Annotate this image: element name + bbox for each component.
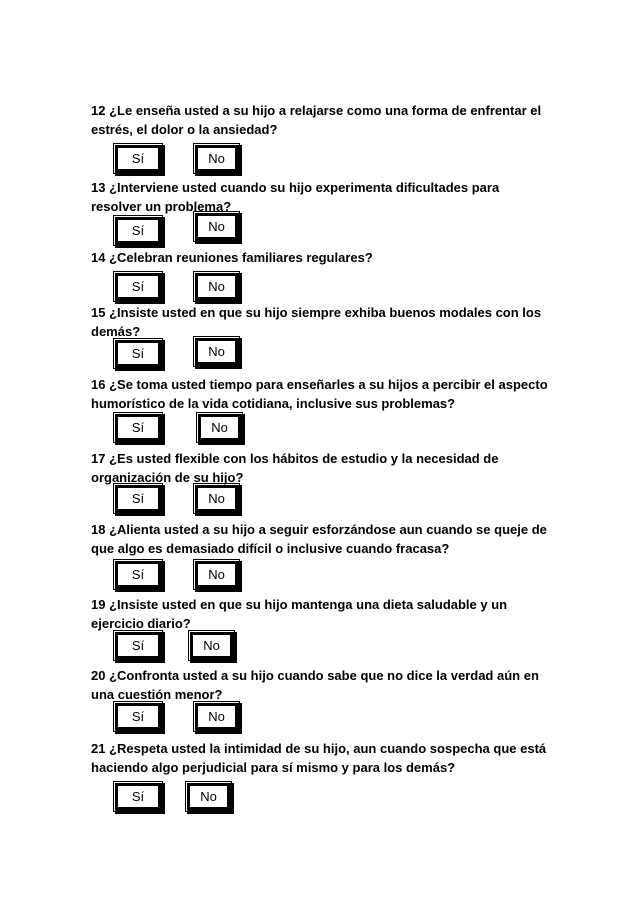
yes-option-12[interactable]: Sí	[116, 146, 160, 171]
yes-option-17[interactable]: Sí	[116, 486, 160, 511]
question-text: ¿Alienta usted a su hijo a seguir esforzándose aun cuando se queje de que algo es demasiado difícil o inclusive cuando fracasa?	[91, 522, 547, 556]
yes-option-15[interactable]: Sí	[116, 341, 160, 366]
question-number: 14	[91, 250, 106, 265]
question-text: ¿Respeta usted la intimidad de su hijo, aun cuando sospecha que está haciendo algo perjudicial para sí mismo y para los demás?	[91, 741, 547, 775]
yes-option-20[interactable]: Sí	[116, 704, 160, 729]
no-option-20[interactable]: No	[196, 704, 237, 729]
question-number: 15	[91, 305, 106, 320]
question-20	[91, 666, 551, 704]
question-text: ¿Se toma usted tiempo para enseñarles a su hijos a percibir el aspecto humorístico de la vida cotidiana, inclusive sus problemas?	[91, 377, 548, 411]
no-option-16[interactable]: No	[199, 415, 240, 440]
no-option-13[interactable]: No	[196, 214, 237, 239]
question-number: 12	[91, 103, 106, 118]
yes-option-13[interactable]: Sí	[116, 218, 160, 243]
question-number: 18	[91, 522, 106, 537]
yes-option-14[interactable]: Sí	[116, 274, 160, 299]
yes-option-16[interactable]: Sí	[116, 415, 160, 440]
question-text: ¿Confronta usted a su hijo cuando sabe que no dice la verdad aún en una cuestión menor?	[91, 668, 539, 702]
question-number: 17	[91, 451, 106, 466]
question-number: 21	[91, 741, 106, 756]
question-14	[91, 248, 551, 267]
no-option-14[interactable]: No	[196, 274, 237, 299]
question-12	[91, 101, 551, 139]
question-text: ¿Insiste usted en que su hijo mantenga una dieta saludable y un ejercicio diario?	[91, 597, 508, 631]
yes-option-19[interactable]: Sí	[116, 633, 160, 658]
question-number: 13	[91, 180, 106, 195]
question-text: ¿Insiste usted en que su hijo siempre exhiba buenos modales con los demás?	[91, 305, 542, 339]
question-19	[91, 595, 551, 633]
no-option-18[interactable]: No	[196, 562, 237, 587]
question-21	[91, 739, 551, 777]
question-text: ¿Celebran reuniones familiares regulares?	[109, 250, 373, 265]
question-text: ¿Es usted flexible con los hábitos de estudio y la necesidad de organización de su hijo?	[91, 451, 499, 485]
question-13	[91, 178, 551, 216]
question-18	[91, 520, 551, 558]
no-option-19[interactable]: No	[191, 633, 232, 658]
no-option-15[interactable]: No	[196, 339, 237, 364]
question-number: 16	[91, 377, 106, 392]
question-15	[91, 303, 551, 341]
no-option-12[interactable]: No	[196, 146, 237, 171]
question-17	[91, 449, 551, 487]
question-16	[91, 375, 551, 413]
question-text: ¿Le enseña usted a su hijo a relajarse como una forma de enfrentar el estrés, el dolor o la ansiedad?	[91, 103, 542, 137]
no-option-17[interactable]: No	[196, 486, 237, 511]
question-number: 20	[91, 668, 106, 683]
yes-option-21[interactable]: Sí	[116, 784, 160, 809]
question-text: ¿Interviene usted cuando su hijo experimenta dificultades para resolver un problema?	[91, 180, 500, 214]
no-option-21[interactable]: No	[188, 784, 229, 809]
question-number: 19	[91, 597, 106, 612]
yes-option-18[interactable]: Sí	[116, 562, 160, 587]
